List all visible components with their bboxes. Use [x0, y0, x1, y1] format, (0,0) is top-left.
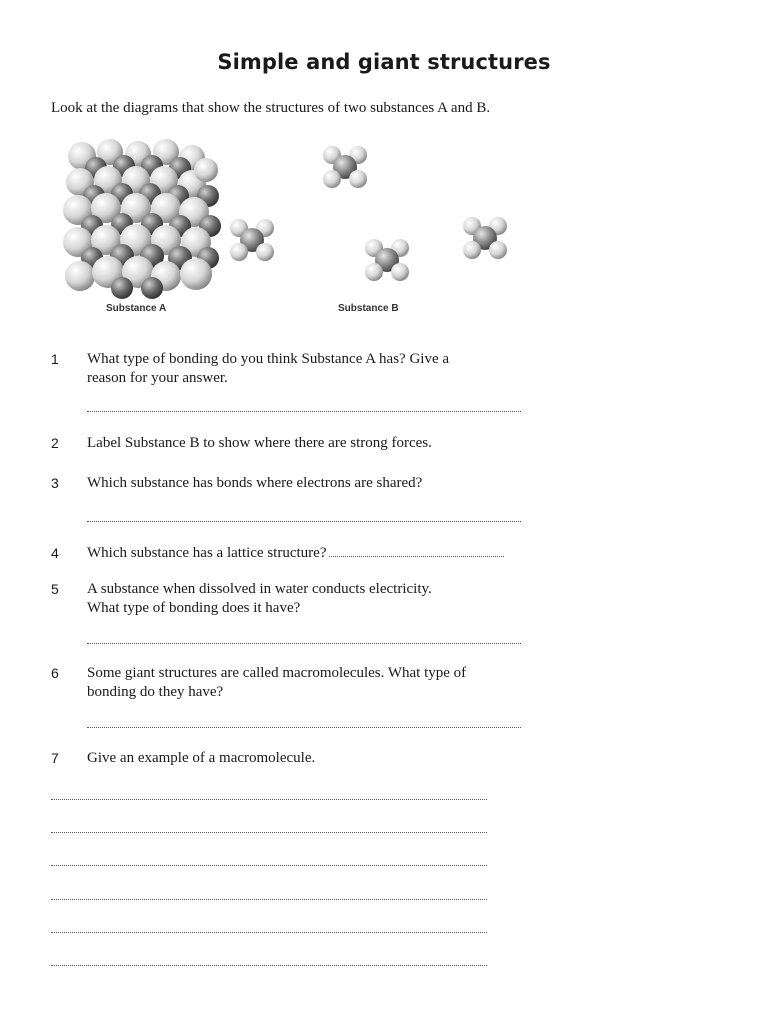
question-text: Which substance has bonds where electrons are shared?: [87, 475, 423, 491]
answer-line[interactable]: [51, 932, 487, 933]
substance-b-molecule: [365, 239, 409, 281]
substance-a-lattice: [63, 139, 221, 299]
question-text: bonding do they have?: [87, 684, 224, 700]
question-number: 7: [51, 750, 59, 766]
question-number: 2: [51, 435, 59, 451]
caption-substance-a: Substance A: [106, 303, 167, 314]
question-text: Label Substance B to show where there are strong forces.: [87, 435, 432, 451]
caption-substance-b: Substance B: [338, 303, 399, 314]
answer-line[interactable]: [87, 411, 521, 412]
worksheet-title: Simple and giant structures: [217, 50, 551, 74]
question-number: 6: [51, 665, 59, 681]
question-text: What type of bonding does it have?: [87, 600, 301, 616]
substance-b-molecule: [463, 217, 507, 259]
question-text: Some giant structures are called macromolecules. What type of: [87, 665, 467, 681]
question-text: A substance when dissolved in water conducts electricity.: [87, 581, 432, 597]
answer-line[interactable]: [87, 727, 521, 728]
answer-line[interactable]: [51, 865, 487, 866]
question-number: 4: [51, 545, 59, 561]
question-text: Which substance has a lattice structure?: [87, 545, 327, 561]
answer-line[interactable]: [87, 521, 521, 522]
question-text: What type of bonding do you think Substance A has? Give a: [87, 351, 450, 367]
answer-line[interactable]: [51, 899, 487, 900]
substance-b-molecule: [323, 146, 367, 188]
structures-diagram: [40, 130, 560, 330]
answer-line[interactable]: [87, 643, 521, 644]
question-number: 1: [51, 351, 59, 367]
question-text: Give an example of a macromolecule.: [87, 750, 316, 766]
answer-line[interactable]: [51, 799, 487, 800]
substance-b-molecule: [230, 219, 274, 261]
question-number: 5: [51, 581, 59, 597]
intro-text: Look at the diagrams that show the structures of two substances A and B.: [51, 100, 491, 116]
answer-line[interactable]: [51, 832, 487, 833]
question-number: 3: [51, 475, 59, 491]
question-text: reason for your answer.: [87, 370, 228, 386]
answer-line[interactable]: [329, 545, 504, 557]
answer-line[interactable]: [51, 965, 487, 966]
